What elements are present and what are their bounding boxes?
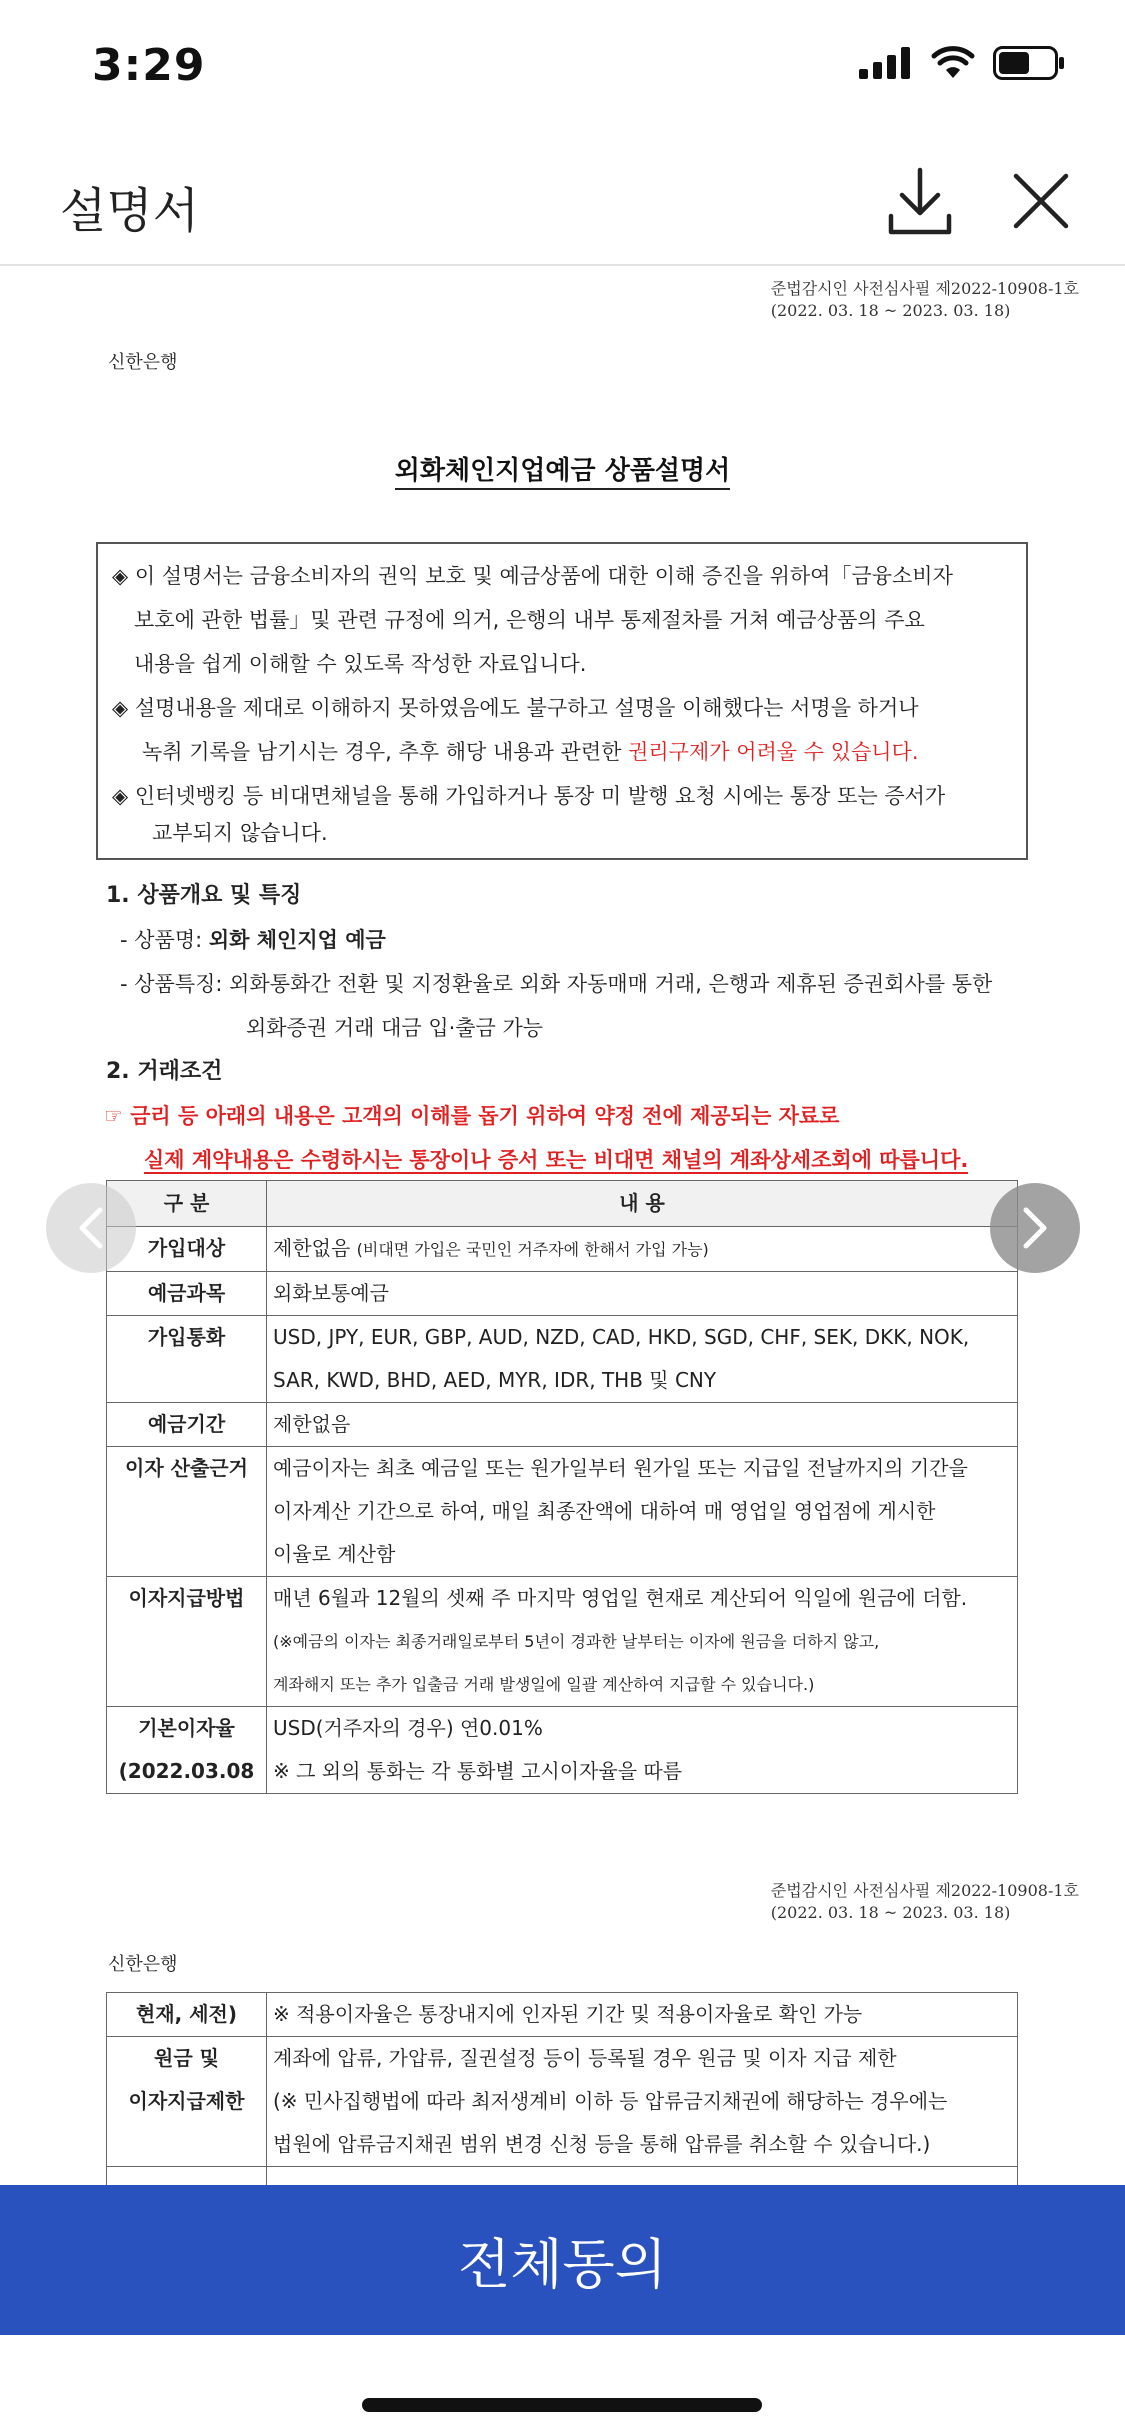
approval-period: (2022. 03. 18 ~ 2023. 03. 18) <box>770 301 1011 320</box>
table-text: 예금이자는 최초 예금일 또는 원가일부터 원가일 또는 지급일 전날까지의 기간을 <box>273 1456 968 1480</box>
approval-stamp <box>771 278 1079 322</box>
close-icon <box>1008 168 1074 234</box>
product-feature-line: 외화증권 거래 대금 입·출금 가능 <box>246 1016 544 1040</box>
bank-name: 신한은행 <box>108 1954 178 1975</box>
table-key <box>107 2037 267 2167</box>
bank-name: 신한은행 <box>108 352 178 373</box>
table-value: ※ 적용이자율은 통장내지에 인자된 기간 및 적용이자율로 확인 가능 <box>267 1993 1018 2037</box>
table-text: 제한없음 <box>273 1236 351 1260</box>
status-bar <box>0 0 1125 140</box>
approval-stamp <box>771 1880 1079 1924</box>
terms-warning-line: ☞ 금리 등 아래의 내용은 고객의 이해를 돕기 위하여 약정 전에 제공되는 자료로 <box>104 1104 840 1128</box>
table-value <box>267 2167 1018 2186</box>
product-name-line <box>106 918 992 962</box>
notice-line: 내용을 쉽게 이해할 수 있도록 작성한 자료입니다. <box>134 652 587 676</box>
document-title-text: 외화체인지업예금 상품설명서 <box>395 456 731 490</box>
notice-line: ◈ 설명내용을 제대로 이해하지 못하였음에도 불구하고 설명을 이해했다는 서명을 하거나 <box>112 696 919 720</box>
table-row <box>107 1447 1018 1577</box>
table-value: 제한없음 <box>267 1403 1018 1447</box>
notice-warning: 권리구제가 어려울 수 있습니다. <box>628 740 919 764</box>
table-row <box>107 2037 1018 2167</box>
wifi-icon <box>931 46 975 80</box>
product-feature-line: - 상품특징: 외화통화간 전환 및 지정환율로 외화 자동매매 거래, 은행과 제휴된 증권회사를 통한 <box>120 972 993 996</box>
chevron-right-icon <box>1020 1206 1050 1250</box>
terms-warning-line: 실제 계약내용은 수령하시는 통장이나 증서 또는 비대면 채널의 계좌상세조회에 따릅니다. <box>144 1148 969 1172</box>
document-viewer[interactable] <box>0 268 1125 2185</box>
table-key: 예금기간 <box>107 1403 267 1447</box>
table-text: 계좌에 압류, 가압류, 질권설정 등이 등록될 경우 원금 및 이자 지급 제한 <box>273 2046 897 2070</box>
table-key <box>107 1707 267 1794</box>
table-row <box>107 1272 1018 1316</box>
approval-line: 준법감시인 사전심사필 제2022-10908-1호 <box>770 1881 1079 1900</box>
notice-line: ◈ 인터넷뱅킹 등 비대면채널을 통해 가입하거나 통장 미 발행 요청 시에는 통장 또는 증서가 <box>112 784 946 808</box>
agree-all-button[interactable]: 전체동의 <box>0 2185 1125 2335</box>
table-key: 가입대상 <box>107 1227 267 1272</box>
section-title: 2. 거래조건 <box>106 1059 223 1084</box>
table-note: 계좌해지 또는 추가 입출금 거래 발생일에 일괄 계산하여 지급할 수 있습니다.) <box>273 1675 815 1694</box>
product-name-label: - 상품명: <box>120 928 209 952</box>
table-header-row <box>107 1181 1018 1227</box>
nav-header <box>0 140 1125 266</box>
table-text: 매년 6월과 12월의 셋째 주 마지막 영업일 현재로 계산되어 익일에 원금에 더함. <box>273 1586 968 1610</box>
terms-warning <box>104 1094 968 1182</box>
notice-line: 보호에 관한 법률」및 관련 규정에 의거, 은행의 내부 통제절차를 거쳐 예금상품의 주요 <box>134 608 925 632</box>
table-key: 현재, 세전) <box>107 1993 267 2037</box>
table-key-line: (2022.03.08 <box>118 1759 255 1783</box>
section-overview <box>106 874 992 1094</box>
chevron-left-icon <box>76 1206 106 1250</box>
table-text: 이자계산 기간으로 하여, 매일 최종잔액에 대하여 매 영업일 영업점에 게시한 <box>273 1499 936 1523</box>
table-text: 이율로 계산함 <box>273 1542 396 1566</box>
status-icons <box>859 46 1065 80</box>
home-indicator <box>362 2398 762 2412</box>
notice-text: 녹취 기록을 남기시는 경우, 추후 해당 내용과 관련한 <box>142 740 629 764</box>
notice-box <box>96 542 1028 860</box>
approval-period: (2022. 03. 18 ~ 2023. 03. 18) <box>770 1903 1011 1922</box>
table-value <box>267 2037 1018 2167</box>
table-row <box>107 1316 1018 1403</box>
terms-table <box>106 1180 1018 1794</box>
table-key-line: 원금 및 <box>154 2046 219 2070</box>
table-text: USD, JPY, EUR, GBP, AUD, NZD, CAD, HKD, SGD, CHF, SEK, DKK, NOK, <box>273 1325 970 1349</box>
table-key: 가입통화 <box>107 1316 267 1403</box>
download-button[interactable] <box>885 164 955 240</box>
next-page-button[interactable] <box>990 1183 1080 1273</box>
table-row <box>107 1707 1018 1794</box>
table-text: 법원에 압류금지채권 범위 변경 신청 등을 통해 압류를 취소할 수 있습니다.) <box>273 2132 931 2156</box>
table-note: (비대면 가입은 국민인 거주자에 한해서 가입 가능) <box>356 1240 709 1259</box>
section-title: 1. 상품개요 및 특징 <box>106 883 302 908</box>
document-title <box>0 450 1125 487</box>
table-row <box>107 1227 1018 1272</box>
table-value <box>267 1227 1018 1272</box>
close-button[interactable] <box>1008 168 1074 234</box>
table-value <box>267 1707 1018 1794</box>
table-value <box>267 1316 1018 1403</box>
table-text: USD(거주자의 경우) 연0.01% <box>273 1716 543 1740</box>
table-header: 내 용 <box>267 1181 1018 1227</box>
product-name-value: 외화 체인지업 예금 <box>208 928 386 952</box>
table-value <box>267 1577 1018 1707</box>
table-value <box>267 1447 1018 1577</box>
battery-icon <box>993 46 1065 80</box>
table-key: 이자지급방법 <box>107 1577 267 1707</box>
table-header: 구 분 <box>107 1181 267 1227</box>
download-icon <box>885 164 955 240</box>
terms-table-continued <box>106 1992 1018 2185</box>
table-key: 예금과목 <box>107 1272 267 1316</box>
table-text: ※ 그 외의 통화는 각 통화별 고시이자율을 따름 <box>273 1759 683 1783</box>
page-title: 설명서 <box>60 183 200 239</box>
table-note: (※예금의 이자는 최종거래일로부터 5년이 경과한 날부터는 이자에 원금을 더하지 않고, <box>273 1632 880 1651</box>
table-key-line: 기본이자율 <box>138 1716 235 1740</box>
notice-line: ◈ 이 설명서는 금융소비자의 권익 보호 및 예금상품에 대한 이해 증진을 위하여「금융소비자 <box>112 564 953 588</box>
notice-line <box>112 730 1012 774</box>
table-row <box>107 2167 1018 2186</box>
table-row <box>107 1993 1018 2037</box>
table-row <box>107 1577 1018 1707</box>
table-text: (※ 민사집행법에 따라 최저생계비 이하 등 압류금지채권에 해당하는 경우에는 <box>273 2089 948 2113</box>
table-key <box>107 2167 267 2186</box>
signal-icon <box>859 47 913 79</box>
table-key-line: 이자지급제한 <box>128 2089 245 2113</box>
table-key: 이자 산출근거 <box>107 1447 267 1577</box>
approval-line: 준법감시인 사전심사필 제2022-10908-1호 <box>770 279 1079 298</box>
table-text: SAR, KWD, BHD, AED, MYR, IDR, THB 및 CNY <box>273 1368 717 1392</box>
table-row <box>107 1403 1018 1447</box>
table-value: 외화보통예금 <box>267 1272 1018 1316</box>
prev-page-button[interactable] <box>46 1183 136 1273</box>
notice-line: 교부되지 않습니다. <box>152 821 328 845</box>
status-time: 3:29 <box>92 40 206 91</box>
